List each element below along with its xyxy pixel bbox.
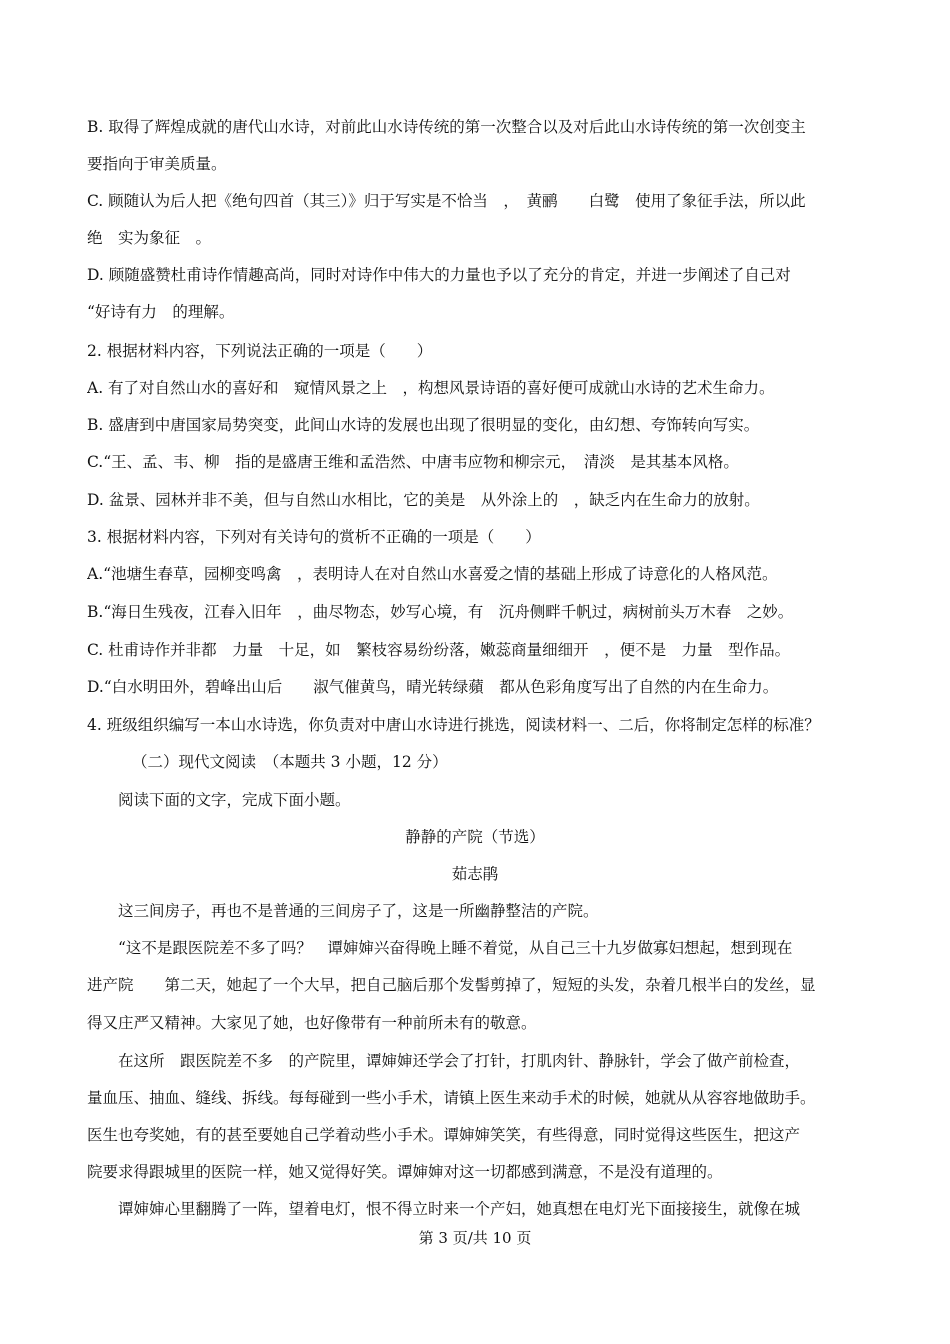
- passage-paragraph-4-line-1: 谭婶婶心里翻腾了一阵，望着电灯，恨不得立时来一个产妇，她真想在电灯光下面接接生，就像在城: [118, 1200, 801, 1218]
- option-3d: D.“白水明田外，碧峰出山后 淑气催黄鸟，晴光转绿蘋 都从色彩角度写出了自然的内在生命力。: [87, 678, 779, 696]
- option-3a: A.“池塘生春草，园柳变鸣禽 ，表明诗人在对自然山水喜爱之情的基础上形成了诗意化的人格风范。: [87, 565, 778, 583]
- reading-instruction: 阅读下面的文字，完成下面小题。: [118, 791, 351, 809]
- question-2-stem: 2. 根据材料内容，下列说法正确的一项是（ ）: [87, 342, 433, 360]
- passage-paragraph-2-line-1: “这不是跟医院差不多了吗？ 谭婶婶兴奋得晚上睡不着觉，从自己三十九岁做寡妇想起，想到现在: [118, 939, 793, 957]
- option-1b-line-1: B. 取得了辉煌成就的唐代山水诗，对前此山水诗传统的第一次整合以及对后此山水诗传统的第一次创变主: [87, 118, 806, 136]
- option-1c-line-2: 绝 实为象征 。: [87, 229, 212, 247]
- option-2b: B. 盛唐到中唐国家局势突变，此间山水诗的发展也出现了很明显的变化，由幻想、夸饰转向写实。: [87, 416, 760, 434]
- option-1d-line-2: “好诗有力 的理解。: [87, 303, 235, 321]
- option-2d: D. 盆景、园林并非不美，但与自然山水相比，它的美是 从外涂上的 ，缺乏内在生命力的放射。: [87, 491, 760, 509]
- option-3c: C. 杜甫诗作并非都 力量 十足，如 繁枝容易纷纷落，嫩蕊商量细细开 ，便不是 力量 型作品。: [87, 641, 791, 659]
- passage-paragraph-2-line-3: 得又庄严又精神。大家见了她，也好像带有一种前所未有的敬意。: [87, 1014, 537, 1032]
- page-footer: 第 3 页/共 10 页: [418, 1229, 532, 1247]
- passage-paragraph-3-line-3: 医生也夸奖她，有的甚至要她自己学着动些小手术。谭婶婶笑笑，有些得意，同时觉得这些医生，把这产: [87, 1126, 801, 1144]
- passage-title: 静静的产院（节选）: [405, 828, 545, 846]
- option-2c: C.“王、孟、韦、柳 指的是盛唐王维和孟浩然、中唐韦应物和柳宗元， 清淡 是其基本风格。: [87, 453, 739, 471]
- passage-paragraph-3-line-4: 院要求得跟城里的医院一样，她又觉得好笑。谭婶婶对这一切都感到满意，不是没有道理的。: [87, 1163, 723, 1181]
- option-1c-line-1: C. 顾随认为后人把《绝句四首（其三）》归于写实是不恰当 ， 黄鹂 白鹭 使用了象征手法，所以此: [87, 192, 806, 210]
- option-1d-line-1: D. 顾随盛赞杜甫诗作情趣高尚，同时对诗作中伟大的力量也予以了充分的肯定，并进一步阐述了自己对: [87, 266, 791, 284]
- passage-paragraph-2-line-2: 进产院 第二天，她起了一个大早，把自己脑后那个发髻剪掉了，短短的头发，杂着几根半白的发丝，显: [87, 976, 816, 994]
- passage-paragraph-3-line-1: 在这所 跟医院差不多 的产院里，谭婶婶还学会了打针，打肌肉针、静脉针，学会了做产前检查，: [118, 1052, 801, 1070]
- option-3b: B.“海日生残夜，江春入旧年 ，曲尽物态，妙写心境，有 沉舟侧畔千帆过，病树前头万木春 之妙。: [87, 603, 794, 621]
- question-3-stem: 3. 根据材料内容，下列对有关诗句的赏析不正确的一项是（ ）: [87, 528, 541, 546]
- question-4: 4. 班级组织编写一本山水诗选，你负责对中唐山水诗进行挑选，阅读材料一、二后，你将制定怎样的标准？: [87, 716, 820, 734]
- passage-paragraph-1: 这三间房子，再也不是普通的三间房子了，这是一所幽静整洁的产院。: [118, 902, 599, 920]
- option-2a: A. 有了对自然山水的喜好和 窥情风景之上 ，构想风景诗语的喜好便可成就山水诗的艺术生命力。: [87, 379, 775, 397]
- passage-author: 茹志鹃: [451, 865, 499, 883]
- section-heading: （二）现代文阅读 （本题共 3 小题，12 分）: [132, 753, 448, 771]
- option-1b-line-2: 要指向于审美质量。: [87, 155, 227, 173]
- passage-paragraph-3-line-2: 量血压、抽血、缝线、拆线。每每碰到一些小手术，请镇上医生来动手术的时候，她就从从容容地做助手。: [87, 1089, 816, 1107]
